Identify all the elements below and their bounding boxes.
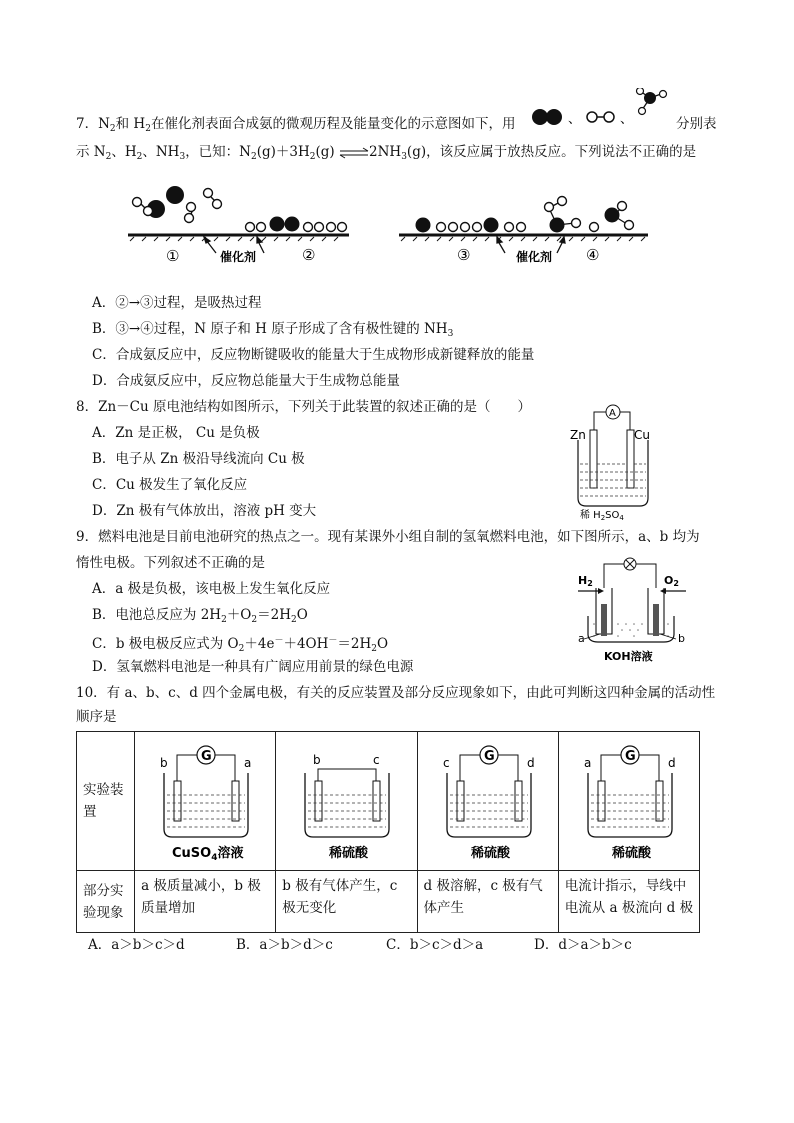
table-row-observation (77, 871, 700, 933)
koh-label: KOH溶液 (604, 650, 653, 663)
galvanometer-label: G (624, 749, 636, 764)
beaker-apparatus-3 (419, 733, 559, 865)
electrode-label: d (667, 756, 676, 770)
galvanometer-label: G (483, 749, 495, 764)
q10-stem-line2: 顺序是 (76, 709, 117, 725)
electrode-left (598, 781, 605, 821)
table-row-apparatus (77, 732, 700, 871)
electrode-right (373, 781, 380, 821)
stage1-molecules (133, 186, 222, 223)
solution-label: 稀硫酸 (470, 846, 510, 861)
electrode-left (457, 781, 464, 821)
stage3-dissociated (416, 218, 526, 233)
catalyst-label-1: 催化剂 (220, 250, 257, 264)
q9-option-d: D．氢氧燃料电池是一种具有广阔应用前景的绿色电源 (92, 659, 414, 675)
beaker-apparatus-4 (560, 733, 700, 865)
q7-option-a: A．②→③过程，是吸热过程 (92, 295, 262, 311)
h2-label: H2 (578, 574, 593, 588)
q10-stem-line1: 10．有 a、b、c、d 四个金属电极，有关的反应装置及部分反应现象如下，由此可判断这四种金属的活动性 (76, 685, 716, 701)
q9-option-c: C．b 极电极反应式为 $O_2+4e^-+4OH^-=2H_2O$ (92, 636, 389, 654)
galvanometer-label: G (201, 749, 212, 764)
nh3-molecule-icon (637, 88, 667, 115)
step-label-4: ④ (586, 246, 600, 264)
observation-cell-3: d 极溶解，c 极有气体产生 (417, 871, 558, 933)
q7-stem-line2: 示 $N_2$、$H_2$、$NH_3$，已知：$N_2(g)+3H_2(g)$ $2NH_3(g)$，该反应属于放热反应。下列说法不正确的是 (76, 144, 697, 162)
q7-option-c: C．合成氨反应中，反应物断键吸收的能量大于生成物形成新键释放的能量 (92, 347, 535, 363)
electrode-right (515, 781, 522, 821)
legend-sep-2: 、 (620, 112, 634, 127)
electrode-label: c (442, 756, 450, 770)
beaker-apparatus-2 (277, 733, 417, 865)
catalyst-surface-1 (128, 235, 349, 241)
h2so4-label: 稀 $H_2SO_4$ (580, 510, 624, 522)
row-header-apparatus: 实验装置 (77, 732, 135, 871)
h2-molecule-icon (587, 112, 614, 122)
q9-option-b: B．电池总反应为 $2H_2+O_2=2H_2O$ (92, 607, 308, 625)
solution-label: 稀硫酸 (329, 846, 369, 861)
q8-option-d: D．Zn 极有气体放出，溶液 pH 变大 (92, 503, 317, 519)
q10-option-a: A．a＞b＞c＞d (88, 937, 185, 953)
q9-option-a: A．a 极是负极，该电极上发生氧化反应 (92, 581, 331, 597)
step-label-3: ③ (457, 246, 471, 264)
q10-option-b: B．a＞b＞d＞c (236, 937, 333, 953)
q8-option-a: A．Zn 是正极， Cu 是负极 (92, 425, 260, 441)
stage2-adsorbed (246, 217, 347, 232)
catalyst-surface-2 (399, 235, 648, 241)
beaker-apparatus-1 (136, 733, 276, 865)
q8-stem: 8．Zn－Cu 原电池结构如图所示，下列关于此装置的叙述正确的是（ ） (76, 399, 531, 415)
reversible-arrow-icon (339, 147, 369, 159)
q9-stem-line1: 9．燃料电池是目前电池研究的热点之一。现有某课外小组自制的氢氧燃料电池，如下图所示，a、b 均为 (76, 529, 700, 545)
q8-zn-cu-cell-figure (566, 402, 666, 522)
electrode-left (315, 781, 322, 821)
q7-stem-line1: 7．$N_2$和 $H_2$在催化剂表面合成氨的微观历程及能量变化的示意图如下，用 (76, 116, 516, 134)
electrode-a-label: a (578, 632, 585, 645)
electrode-b-label: b (678, 632, 685, 645)
legend-sep-1: 、 (568, 112, 582, 127)
observation-cell-2: b 极有气体产生，c 极无变化 (276, 871, 417, 933)
q8-option-c: C．Cu 极发生了氧化反应 (92, 477, 248, 493)
electrode-label: a (244, 756, 252, 770)
electrode-label: c (373, 753, 380, 767)
n2-molecule-icon (532, 109, 562, 125)
q7-option-b: B．③→④过程，N 原子和 H 原子形成了含有极性键的 $NH_3$ (92, 321, 454, 339)
electrode-label: b (313, 753, 321, 767)
observation-cell-1: a 极质量减小，b 极质量增加 (135, 871, 276, 933)
apparatus-cell-4 (558, 732, 699, 871)
apparatus-cell-3 (417, 732, 558, 871)
observation-cell-4: 电流计指示，导线中电流从 a 极流向 d 极 (558, 871, 699, 933)
stage4-nh3-formed (545, 197, 634, 233)
electrode-left (174, 781, 181, 821)
electrode-right (656, 781, 663, 821)
step-label-1: ① (166, 247, 180, 265)
q8-option-b: B．电子从 Zn 极沿导线流向 Cu 极 (92, 451, 305, 467)
solution-label: 稀硫酸 (611, 846, 651, 861)
q7-option-d: D．合成氨反应中，反应物总能量大于生成物总能量 (92, 373, 400, 389)
q10-option-d: D．d＞a＞b＞c (534, 937, 632, 953)
zn-label: Zn (570, 428, 586, 442)
q7-stem-tail: 分别表 (676, 116, 717, 132)
electrode-label: a (583, 756, 592, 770)
solution-label: CuSO$_4$溶液 (172, 846, 244, 863)
q7-catalyst-figure (124, 180, 654, 268)
apparatus-cell-1 (135, 732, 276, 871)
electrode-label: d (526, 756, 535, 770)
q9-fuel-cell-figure (574, 554, 694, 670)
q10-option-c: C．b＞c＞d＞a (386, 937, 484, 953)
catalyst-label-2: 催化剂 (516, 250, 553, 264)
molecule-legend (530, 88, 680, 128)
step-label-2: ② (302, 246, 316, 264)
electrode-label: b (160, 756, 168, 770)
o2-label: O2 (664, 574, 679, 588)
ammeter-icon: A (609, 408, 616, 419)
row-header-observation: 部分实验现象 (77, 871, 135, 933)
apparatus-cell-2 (276, 732, 417, 871)
q9-stem-line2: 惰性电极。下列叙述不正确的是 (76, 555, 265, 571)
cu-label: Cu (634, 428, 650, 442)
electrode-right (232, 781, 239, 821)
q10-experiment-table (76, 731, 700, 933)
